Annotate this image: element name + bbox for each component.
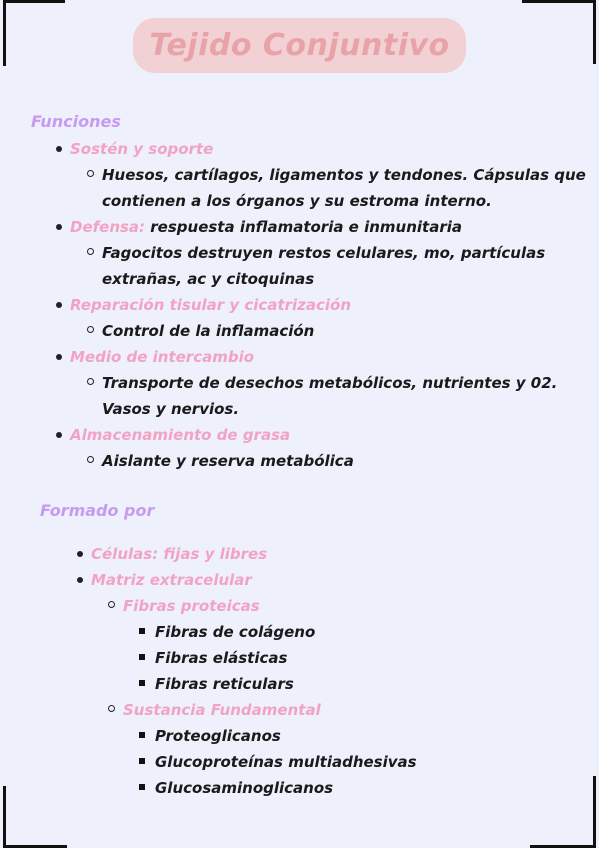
formado-list (91, 541, 571, 801)
funcion-detail: Huesos, cartílagos, ligamentos y tendones. Cápsulas que contienen a los órganos y su estroma interno. (102, 162, 590, 214)
page-title: Tejido Conjuntivo (133, 18, 465, 73)
funcion-label: Medio de intercambio (70, 348, 255, 366)
funcion-detail: Fagocitos destruyen restos celulares, mo, partículas extrañas, ac y citoquinas (102, 240, 590, 292)
funcion-label: Almacenamiento de grasa (70, 426, 291, 444)
funcion-item (70, 344, 590, 422)
sustancia-item: Proteoglicanos (155, 723, 571, 749)
formado-item (91, 567, 571, 801)
matriz-component (123, 697, 571, 801)
title-container (0, 18, 599, 73)
funcion-detail: Control de la inflamación (102, 318, 590, 344)
funciones-heading: Funciones (31, 112, 121, 131)
fibra-item: Fibras de colágeno (155, 619, 571, 645)
funcion-label: Reparación tisular y cicatrización (70, 296, 352, 314)
funcion-item (70, 422, 590, 474)
funcion-label-rest: respuesta inflamatoria e inmunitaria (145, 218, 462, 236)
formado-item (91, 541, 571, 567)
formado-label: Células: fijas y libres (91, 545, 268, 563)
sustancia-item: Glucosaminoglicanos (155, 775, 571, 801)
funcion-item (70, 136, 590, 214)
funciones-list (70, 136, 590, 474)
matriz-component (123, 593, 571, 697)
funcion-label: Defensa: (70, 218, 146, 236)
fibras-label: Fibras proteicas (123, 597, 260, 615)
funcion-label: Sostén y soporte (70, 140, 214, 158)
corner-frame-bottom-left (3, 786, 66, 848)
funcion-item (70, 292, 590, 344)
funcion-detail: Transporte de desechos metabólicos, nutrientes y 02. Vasos y nervios. (102, 370, 590, 422)
funcion-item (70, 214, 590, 292)
formado-label: Matriz extracelular (91, 571, 252, 589)
funcion-detail: Aislante y reserva metabólica (102, 448, 590, 474)
formado-heading: Formado por (40, 501, 155, 520)
fibra-item: Fibras elásticas (155, 645, 571, 671)
sustancia-item: Glucoproteínas multiadhesivas (155, 749, 571, 775)
fibra-item: Fibras reticulars (155, 671, 571, 697)
sustancia-label: Sustancia Fundamental (123, 701, 321, 719)
